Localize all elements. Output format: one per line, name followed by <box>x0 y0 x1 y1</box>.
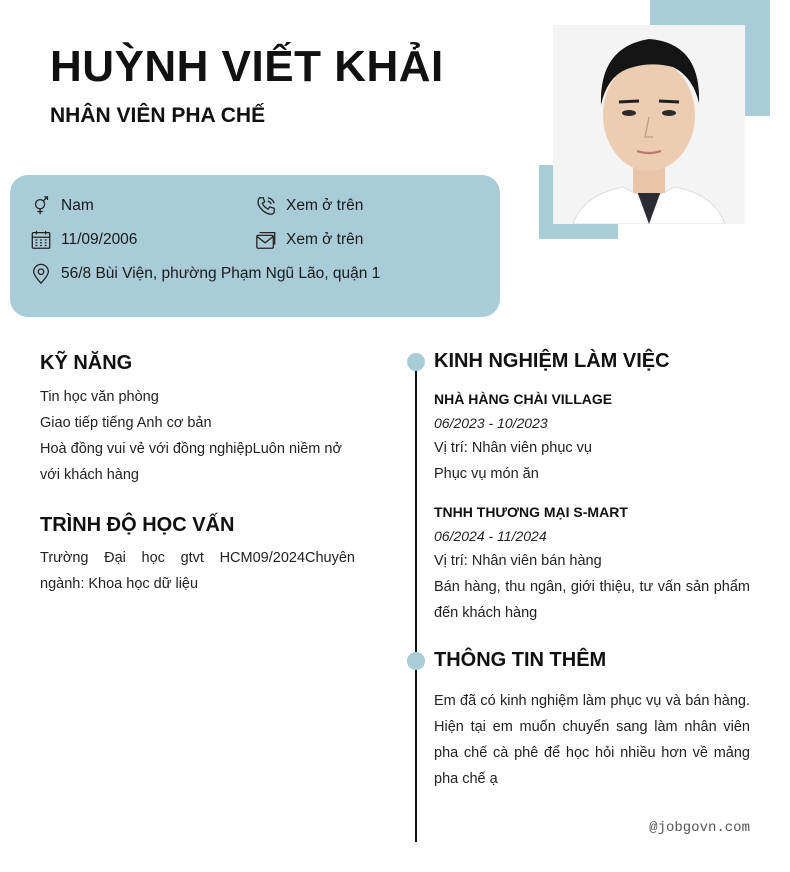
calendar-icon <box>30 229 52 251</box>
job-role: Vị trí: Nhân viên bán hàng <box>434 553 602 569</box>
skills-title: KỸ NĂNG <box>40 352 133 374</box>
gender-icon <box>30 195 52 217</box>
birthday-text: 11/09/2006 <box>61 231 138 248</box>
address-item <box>30 263 380 285</box>
additional-title: THÔNG TIN THÊM <box>434 649 607 671</box>
contact-info-box <box>10 175 500 317</box>
candidate-name: HUỲNH VIẾT KHẢI <box>50 42 444 91</box>
job-company: NHÀ HÀNG CHÀI VILLAGE <box>434 391 613 407</box>
job-date: 06/2024 - 11/2024 <box>434 528 547 544</box>
job-details <box>434 435 750 487</box>
education-title: TRÌNH ĐỘ HỌC VẤN <box>40 514 235 536</box>
phone-item <box>255 195 363 217</box>
job-role: Vị trí: Nhân viên phục vụ <box>434 440 592 456</box>
timeline-line <box>415 360 417 842</box>
job-description: Phục vụ món ăn <box>434 466 539 482</box>
additional-text: Em đã có kinh nghiệm làm phục vụ và bán hàng. Hiện tại em muốn chuyển sang làm nhân viên pha chế cà phê để học hỏi nhiều hơn về mảng pha chế ạ <box>434 693 750 787</box>
gender-text: Nam <box>61 197 94 214</box>
job-date: 06/2023 - 10/2023 <box>434 415 548 431</box>
mail-icon <box>255 229 277 251</box>
skill-item: Giao tiếp tiếng Anh cơ bản <box>40 415 212 431</box>
skills-list <box>40 384 360 488</box>
job-title: NHÂN VIÊN PHA CHẾ <box>50 104 266 127</box>
birthday-item <box>30 229 137 251</box>
job-details <box>434 548 750 626</box>
education-text: Trường Đại học gtvt HCM09/2024Chuyên ngành: Khoa học dữ liệu <box>40 550 355 592</box>
email-text: Xem ở trên <box>286 231 364 248</box>
experience-title: KINH NGHIỆM LÀM VIỆC <box>434 350 670 372</box>
gender-item <box>30 195 94 217</box>
watermark: @jobgovn.com <box>649 820 750 836</box>
job-company: TNHH THƯƠNG MẠI S-MART <box>434 504 628 520</box>
address-text: 56/8 Bùi Viện, phường Phạm Ngũ Lão, quận 1 <box>61 265 381 282</box>
email-item <box>255 229 363 251</box>
profile-photo <box>553 25 745 224</box>
phone-text: Xem ở trên <box>286 197 364 214</box>
timeline-dot-additional <box>407 652 425 670</box>
skill-item: Hoà đồng vui vẻ với đồng nghiệpLuôn niềm nở với khách hàng <box>40 441 342 483</box>
location-pin-icon <box>30 263 52 285</box>
phone-icon <box>255 195 277 217</box>
skill-item: Tin học văn phòng <box>40 389 159 405</box>
timeline-dot-experience <box>407 353 425 371</box>
job-description: Bán hàng, thu ngân, giới thiệu, tư vấn sản phẩm đến khách hàng <box>434 579 750 621</box>
